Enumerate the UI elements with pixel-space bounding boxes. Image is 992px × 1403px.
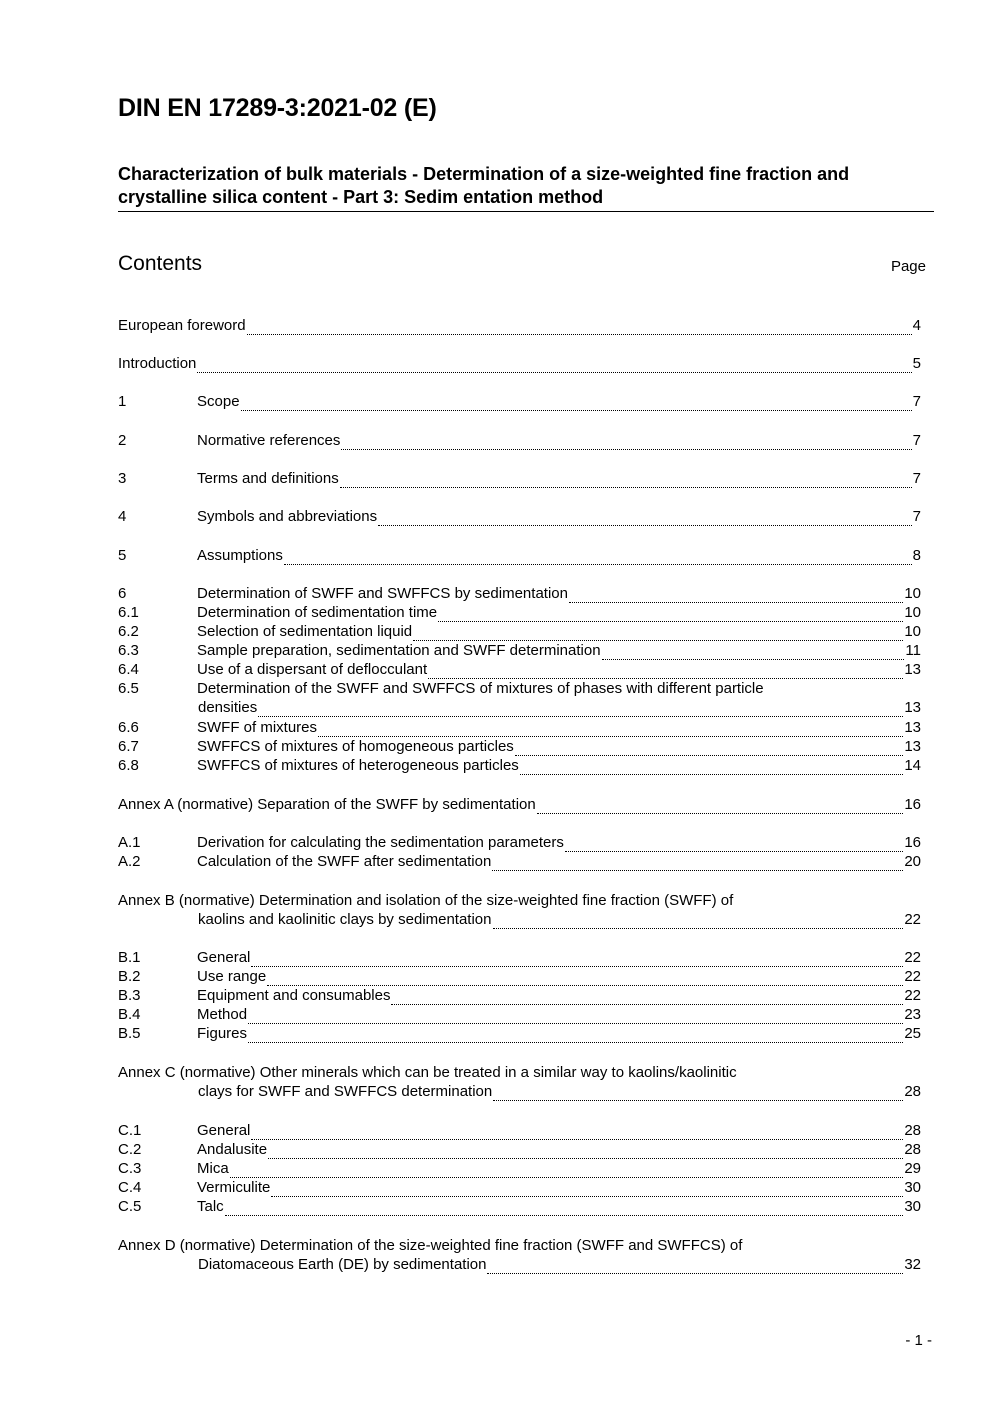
toc-entry-page: 13: [904, 738, 921, 755]
toc-entry-number: B.3: [118, 987, 141, 1004]
toc-entry-title: clays for SWFF and SWFFCS determination: [198, 1083, 493, 1100]
toc-entry-title: Talc: [197, 1198, 224, 1215]
toc-entry-number: 6.1: [118, 604, 139, 621]
toc-entry-title: Calculation of the SWFF after sedimentation: [197, 853, 492, 870]
toc-entry-title: Normative references: [197, 432, 341, 449]
toc-entry-title: Terms and definitions: [197, 470, 339, 487]
toc-entry-number: 6.8: [118, 757, 139, 774]
toc-entry-number: B.2: [118, 968, 141, 985]
toc-entry[interactable]: [118, 603, 921, 622]
toc-entry-number: C.4: [118, 1179, 142, 1196]
toc-entry-page: 8: [912, 547, 921, 564]
toc-entry-title: European foreword: [118, 317, 246, 334]
toc-entry-page: 7: [912, 432, 921, 449]
toc-entry-number: C.5: [118, 1198, 142, 1215]
toc-entry-number: B.5: [118, 1025, 141, 1042]
dot-leader: [493, 1086, 903, 1101]
toc-entry[interactable]: [118, 986, 921, 1005]
dot-leader: [493, 914, 904, 929]
toc-entry[interactable]: [118, 718, 921, 737]
dot-leader: [248, 1009, 903, 1024]
toc-entry-page: 25: [904, 1025, 921, 1042]
toc-entry[interactable]: [118, 641, 921, 660]
toc-entry-title: Annex D (normative) Determination of the size-weighted fine fraction (SWFF and SWFFCS) of: [118, 1237, 743, 1254]
toc-entry-number: C.1: [118, 1122, 142, 1139]
dot-leader: [569, 588, 903, 603]
toc-entry-title: General: [197, 1122, 251, 1139]
toc-entry-number: 6.7: [118, 738, 139, 755]
page-column-label: Page: [890, 258, 926, 275]
toc-entry[interactable]: [118, 1159, 921, 1178]
dot-leader: [197, 358, 911, 373]
toc-entry-page: 23: [904, 1006, 921, 1023]
toc-entry-title: Use of a dispersant of deflocculant: [197, 661, 428, 678]
toc-entry-title: Determination of sedimentation time: [197, 604, 438, 621]
dot-leader: [391, 990, 903, 1005]
toc-entry-page: 7: [912, 393, 921, 410]
dot-leader: [318, 722, 903, 737]
toc-entry-title: Derivation for calculating the sedimentation parameters: [197, 834, 564, 851]
toc-entry-page: 13: [904, 661, 921, 678]
toc-entry-number: 6.4: [118, 661, 139, 678]
document-title: [118, 163, 934, 212]
toc-entry-title: kaolins and kaolinitic clays by sedimentation: [198, 911, 492, 928]
toc-entry-page: 28: [904, 1083, 921, 1100]
toc-entry[interactable]: [118, 1236, 921, 1274]
document-title-line-2: crystalline silica content - Part 3: Sedim entation method: [118, 187, 604, 207]
toc-entry[interactable]: [118, 1178, 921, 1197]
toc-entry[interactable]: [118, 1063, 921, 1101]
toc-entry-page: 22: [904, 968, 921, 985]
dot-leader: [340, 473, 912, 488]
toc-entry-title: Assumptions: [197, 547, 283, 564]
toc-entry[interactable]: [118, 507, 921, 526]
toc-entry-title: SWFFCS of mixtures of heterogeneous particles: [197, 757, 519, 774]
toc-entry-page: 30: [904, 1179, 921, 1196]
toc-entry-title: densities: [198, 699, 258, 716]
dot-leader: [268, 1144, 903, 1159]
toc-entry-title: Annex B (normative) Determination and isolation of the size-weighted fine fraction (SWFF) of: [118, 892, 734, 909]
toc-entry-title: Symbols and abbreviations: [197, 508, 378, 525]
toc-entry-number: A.1: [118, 834, 141, 851]
toc-entry-number: 6.6: [118, 719, 139, 736]
toc-entry[interactable]: [118, 354, 921, 373]
toc-entry-title: Annex C (normative) Other minerals which can be treated in a similar way to kaolins/kaolinitic: [118, 1064, 737, 1081]
toc-entry-page: 5: [912, 355, 921, 372]
toc-entry-title: Scope: [197, 393, 240, 410]
toc-entry-title: Sample preparation, sedimentation and SWFF determination: [197, 642, 601, 659]
toc-entry[interactable]: [118, 660, 921, 679]
toc-entry-page: 28: [904, 1141, 921, 1158]
dot-leader: [413, 626, 903, 641]
toc-entry-page: 22: [904, 911, 921, 928]
dot-leader: [271, 1182, 903, 1197]
dot-leader: [284, 550, 912, 565]
toc-entry-page: 7: [912, 508, 921, 525]
toc-entry[interactable]: [118, 833, 921, 852]
toc-entry[interactable]: [118, 737, 921, 756]
toc-entry-page: 10: [904, 604, 921, 621]
toc-entry-page: 28: [904, 1122, 921, 1139]
toc-entry[interactable]: [118, 392, 921, 411]
toc-entry-number: A.2: [118, 853, 141, 870]
dot-leader: [267, 971, 903, 986]
toc-entry-number: 6.2: [118, 623, 139, 640]
toc-entry-page: 32: [904, 1256, 921, 1273]
toc-entry-page: 11: [905, 642, 921, 659]
toc-entry-title: Mica: [197, 1160, 229, 1177]
toc-entry[interactable]: [118, 795, 921, 814]
dot-leader: [241, 396, 912, 411]
toc-entry-number: 4: [118, 508, 127, 525]
dot-leader: [515, 741, 904, 756]
toc-entry[interactable]: [118, 546, 921, 565]
toc-entry-page: 16: [904, 834, 921, 851]
toc-entry[interactable]: [118, 1024, 921, 1043]
toc-entry-title: General: [197, 949, 251, 966]
toc-entry[interactable]: [118, 679, 921, 717]
toc-entry-title: Diatomaceous Earth (DE) by sedimentation: [198, 1256, 487, 1273]
dot-leader: [251, 1125, 903, 1140]
dot-leader: [230, 1163, 904, 1178]
toc-entry-number: 6: [118, 585, 127, 602]
toc-entry-title: Determination of SWFF and SWFFCS by sedimentation: [197, 585, 568, 602]
toc-entry-title: SWFFCS of mixtures of homogeneous particles: [197, 738, 514, 755]
dot-leader: [492, 856, 903, 871]
toc-entry-page: 22: [904, 987, 921, 1004]
toc-entry-title: SWFF of mixtures: [197, 719, 318, 736]
document-id: DIN EN 17289-3:2021-02 (E): [118, 94, 437, 122]
dot-leader: [248, 1028, 903, 1043]
toc-entry-title: Annex A (normative) Separation of the SWFF by sedimentation: [118, 796, 536, 813]
toc-entry-page: 13: [904, 699, 921, 716]
toc-entry-title: Selection of sedimentation liquid: [197, 623, 413, 640]
toc-entry[interactable]: [118, 1197, 921, 1216]
toc-entry-title: Andalusite: [197, 1141, 268, 1158]
dot-leader: [520, 760, 904, 775]
toc-entry[interactable]: [118, 316, 921, 335]
toc-entry-number: 5: [118, 547, 127, 564]
toc-entry-page: 10: [904, 585, 921, 602]
toc-entry[interactable]: [118, 967, 921, 986]
toc-entry[interactable]: [118, 891, 921, 929]
toc-entry-page: 10: [904, 623, 921, 640]
toc-entry-page: 29: [904, 1160, 921, 1177]
dot-leader: [487, 1259, 903, 1274]
toc-entry-number: 2: [118, 432, 127, 449]
toc-entry-page: 14: [904, 757, 921, 774]
toc-entry-number: 3: [118, 470, 127, 487]
dot-leader: [258, 702, 903, 717]
contents-heading: Contents: [118, 252, 203, 275]
toc-entry-page: 20: [904, 853, 921, 870]
toc-entry-title: Equipment and consumables: [197, 987, 391, 1004]
dot-leader: [537, 799, 904, 814]
toc-entry-number: B.1: [118, 949, 141, 966]
toc-entry[interactable]: [118, 1121, 921, 1140]
toc-entry-title: Use range: [197, 968, 267, 985]
dot-leader: [251, 952, 903, 967]
toc-entry[interactable]: [118, 431, 921, 450]
toc-entry-number: C.2: [118, 1141, 142, 1158]
dot-leader: [225, 1201, 904, 1216]
toc-entry[interactable]: [118, 584, 921, 603]
toc-entry-number: 6.5: [118, 680, 139, 697]
document-title-line-1: Characterization of bulk materials - Determination of a size-weighted fine fraction and: [118, 164, 850, 184]
toc-entry[interactable]: [118, 622, 921, 641]
page-number: - 1 -: [905, 1332, 932, 1349]
toc-entry-number: 1: [118, 393, 127, 410]
toc-entry-number: B.4: [118, 1006, 141, 1023]
dot-leader: [341, 435, 911, 450]
toc-entry-page: 16: [904, 796, 921, 813]
toc-entry-page: 22: [904, 949, 921, 966]
toc-entry-title: Method: [197, 1006, 248, 1023]
dot-leader: [247, 320, 912, 335]
dot-leader: [565, 837, 903, 852]
toc-entry-page: 7: [912, 470, 921, 487]
toc-entry-page: 30: [904, 1198, 921, 1215]
toc-entry-title: Introduction: [118, 355, 197, 372]
dot-leader: [378, 511, 912, 526]
toc-entry-title: Vermiculite: [197, 1179, 271, 1196]
toc-entry-page: 4: [912, 317, 921, 334]
toc-entry[interactable]: [118, 1005, 921, 1024]
toc-entry[interactable]: [118, 1140, 921, 1159]
dot-leader: [438, 607, 903, 622]
toc-entry-number: 6.3: [118, 642, 139, 659]
toc-entry[interactable]: [118, 756, 921, 775]
dot-leader: [602, 645, 905, 660]
toc-entry-title: Figures: [197, 1025, 248, 1042]
toc-entry[interactable]: [118, 948, 921, 967]
dot-leader: [428, 664, 903, 679]
toc-entry[interactable]: [118, 852, 921, 871]
toc-entry[interactable]: [118, 469, 921, 488]
toc-entry-page: 13: [904, 719, 921, 736]
toc-entry-title: Determination of the SWFF and SWFFCS of mixtures of phases with different particle: [197, 680, 764, 697]
toc-entry-number: C.3: [118, 1160, 142, 1177]
